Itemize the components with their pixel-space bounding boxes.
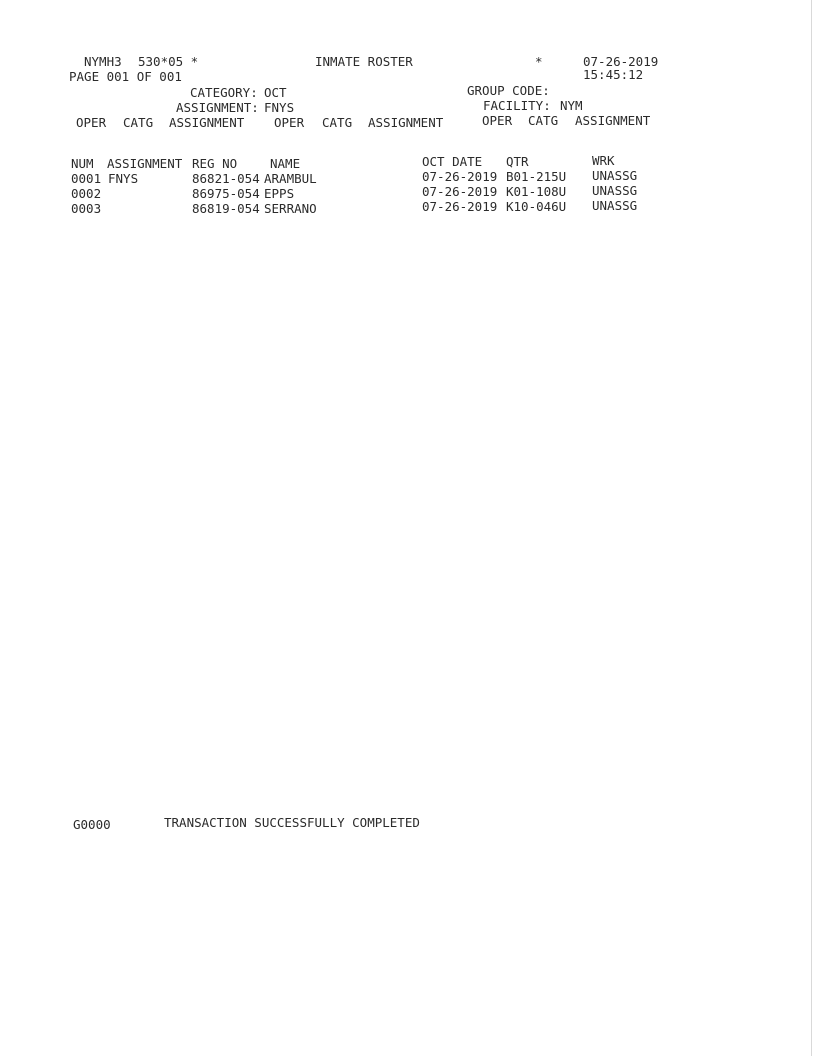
col-catg-1: CATG [123, 115, 154, 130]
col-oper-1: OPER [76, 115, 107, 130]
th-qtr: QTR [506, 154, 529, 169]
table-row-3-reg-no: 86819-054 [192, 201, 260, 216]
group-code-label: GROUP CODE: [467, 83, 550, 98]
th-reg-no: REG NO [192, 156, 238, 171]
col-oper-3: OPER [482, 113, 513, 128]
table-row-2-num: 0002 [71, 186, 102, 201]
col-catg-2: CATG [322, 115, 353, 130]
page-edge-line [811, 0, 812, 1056]
table-row-2-reg-no: 86975-054 [192, 186, 260, 201]
table-row-2-wrk: UNASSG [592, 183, 638, 198]
table-row-2-qtr: K01-108U [506, 184, 567, 199]
status-message: TRANSACTION SUCCESSFULLY COMPLETED [164, 815, 420, 830]
assignment-value: FNYS [264, 100, 295, 115]
facility-label: FACILITY: [483, 98, 551, 113]
table-row-1-wrk: UNASSG [592, 168, 638, 183]
table-row-3-num: 0003 [71, 201, 102, 216]
table-row-1-name: ARAMBUL [264, 171, 317, 186]
th-assignment: ASSIGNMENT [107, 156, 183, 171]
th-wrk: WRK [592, 153, 615, 168]
category-value: OCT [264, 85, 287, 100]
th-oct-date: OCT DATE [422, 154, 483, 169]
col-oper-2: OPER [274, 115, 305, 130]
col-assignment-2: ASSIGNMENT [368, 115, 444, 130]
report-title: INMATE ROSTER [315, 54, 413, 69]
assignment-label: ASSIGNMENT: [176, 100, 259, 115]
table-row-3-oct-date: 07-26-2019 [422, 199, 498, 214]
report-date: 07-26-2019 [583, 54, 659, 69]
table-row-3-name: SERRANO [264, 201, 317, 216]
table-row-1-num: 0001 [71, 171, 102, 186]
page-indicator: PAGE 001 OF 001 [69, 69, 182, 84]
category-label: CATEGORY: [190, 85, 258, 100]
table-row-3-qtr: K10-046U [506, 199, 567, 214]
facility-value: NYM [560, 98, 583, 113]
table-row-1-reg-no: 86821-054 [192, 171, 260, 186]
table-row-2-name: EPPS [264, 186, 295, 201]
col-catg-3: CATG [528, 113, 559, 128]
report-code: 530*05 * [138, 54, 199, 69]
system-id: NYMH3 [84, 54, 122, 69]
table-row-1-assignment: FNYS [108, 171, 139, 186]
table-row-2-oct-date: 07-26-2019 [422, 184, 498, 199]
table-row-1-oct-date: 07-26-2019 [422, 169, 498, 184]
th-num: NUM [71, 156, 94, 171]
table-row-1-qtr: B01-215U [506, 169, 567, 184]
status-code: G0000 [73, 817, 111, 832]
header-star: * [535, 54, 543, 69]
report-time: 15:45:12 [583, 67, 644, 82]
col-assignment-1: ASSIGNMENT [169, 115, 245, 130]
col-assignment-3: ASSIGNMENT [575, 113, 651, 128]
table-row-3-wrk: UNASSG [592, 198, 638, 213]
th-name: NAME [270, 156, 301, 171]
